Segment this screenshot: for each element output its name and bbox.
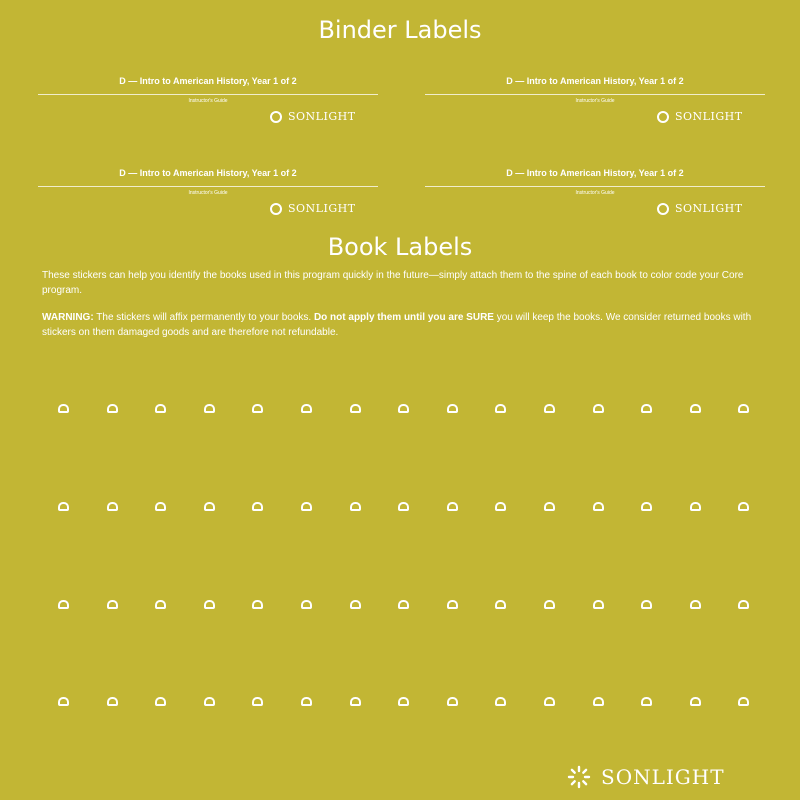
book-sticker-icon (398, 600, 409, 609)
book-sticker-icon (204, 404, 215, 413)
book-sticker-icon (204, 697, 215, 706)
book-sticker-icon (58, 502, 69, 511)
book-sticker-icon (350, 502, 361, 511)
book-sticker-icon (593, 502, 604, 511)
book-sticker-icon (447, 697, 458, 706)
book-sticker-icon (398, 404, 409, 413)
binder-label-divider (38, 186, 378, 187)
book-sticker-icon (447, 600, 458, 609)
book-sticker-icon (738, 697, 749, 706)
book-sticker-icon (301, 502, 312, 511)
footer-brand (567, 765, 725, 789)
book-sticker-icon (350, 697, 361, 706)
book-sticker-icon (544, 600, 555, 609)
book-sticker-icon (641, 502, 652, 511)
book-sticker-icon (350, 404, 361, 413)
binder-label-brand-text: SONLIGHT (675, 110, 743, 123)
book-sticker-icon (301, 697, 312, 706)
binder-label-course: D — Intro to American History, Year 1 of 2 (119, 76, 297, 86)
book-sticker-icon (641, 600, 652, 609)
book-sticker-icon (544, 404, 555, 413)
binder-label-brand-text: SONLIGHT (288, 202, 356, 215)
book-sticker-icon (252, 502, 263, 511)
book-sticker-icon (447, 404, 458, 413)
sun-icon (567, 765, 591, 789)
binder-label (38, 76, 378, 136)
book-sticker-icon (641, 697, 652, 706)
book-sticker-icon (690, 600, 701, 609)
sticker-row (0, 600, 800, 614)
binder-label-brand (657, 110, 743, 123)
binder-label-divider (425, 94, 765, 95)
book-sticker-icon (495, 697, 506, 706)
binder-label-brand-text: SONLIGHT (288, 110, 356, 123)
book-sticker-icon (690, 697, 701, 706)
book-sticker-icon (495, 502, 506, 511)
warning-text-1: The stickers will affix permanently to your books. (93, 312, 314, 323)
book-sticker-icon (58, 600, 69, 609)
book-sticker-icon (544, 502, 555, 511)
book-sticker-icon (495, 600, 506, 609)
binder-label-course: D — Intro to American History, Year 1 of 2 (506, 76, 684, 86)
book-sticker-icon (593, 697, 604, 706)
binder-label-guide: Instructor's Guide (188, 190, 228, 196)
binder-labels-title: Binder Labels (318, 16, 482, 44)
book-sticker-icon (738, 600, 749, 609)
book-sticker-icon (544, 697, 555, 706)
book-sticker-icon (447, 502, 458, 511)
book-sticker-icon (301, 600, 312, 609)
book-sticker-icon (641, 404, 652, 413)
book-sticker-icon (252, 600, 263, 609)
book-sticker-icon (350, 600, 361, 609)
book-sticker-icon (495, 404, 506, 413)
book-sticker-icon (738, 404, 749, 413)
book-sticker-icon (252, 697, 263, 706)
binder-label (425, 76, 765, 136)
footer-brand-text: SONLIGHT (601, 765, 725, 789)
book-sticker-icon (107, 697, 118, 706)
book-sticker-icon (398, 502, 409, 511)
binder-label-guide: Instructor's Guide (575, 98, 615, 104)
sonlight-logo-icon (657, 203, 669, 215)
book-sticker-icon (155, 404, 166, 413)
binder-label-guide: Instructor's Guide (188, 98, 228, 104)
book-sticker-icon (593, 600, 604, 609)
book-sticker-icon (593, 404, 604, 413)
book-labels-intro: These stickers can help you identify the books used in this program quickly in the future—simply attach them to the spine of each book to color code your Core program. (42, 270, 744, 296)
binder-label-brand (270, 202, 356, 215)
book-sticker-icon (398, 697, 409, 706)
book-sticker-icon (155, 502, 166, 511)
book-sticker-icon (301, 404, 312, 413)
book-sticker-icon (738, 502, 749, 511)
binder-label-brand-text: SONLIGHT (675, 202, 743, 215)
sonlight-logo-icon (270, 203, 282, 215)
book-sticker-icon (107, 404, 118, 413)
book-sticker-icon (155, 697, 166, 706)
binder-label-divider (38, 94, 378, 95)
book-sticker-icon (690, 404, 701, 413)
warning-label: WARNING: (42, 312, 94, 323)
binder-label-brand (657, 202, 743, 215)
book-sticker-icon (252, 404, 263, 413)
sonlight-logo-icon (270, 111, 282, 123)
binder-label-brand (270, 110, 356, 123)
sticker-row (0, 404, 800, 418)
binder-label-guide: Instructor's Guide (575, 190, 615, 196)
book-sticker-icon (690, 502, 701, 511)
book-sticker-icon (107, 502, 118, 511)
binder-label-divider (425, 186, 765, 187)
book-sticker-icon (204, 502, 215, 511)
book-sticker-icon (58, 697, 69, 706)
sticker-row (0, 697, 800, 711)
book-labels-title: Book Labels (327, 233, 473, 261)
book-sticker-icon (58, 404, 69, 413)
book-labels-warning (42, 310, 762, 340)
book-sticker-icon (155, 600, 166, 609)
binder-label-course: D — Intro to American History, Year 1 of 2 (506, 168, 684, 178)
warning-text-2: you will keep the books. We consider returned books with stickers on them damaged goods and are therefore not refundable. (42, 312, 752, 338)
warning-emphasis: Do not apply them until you are SURE (313, 312, 494, 323)
sonlight-logo-icon (657, 111, 669, 123)
book-sticker-icon (107, 600, 118, 609)
binder-label-course: D — Intro to American History, Year 1 of 2 (119, 168, 297, 178)
binder-label (38, 168, 378, 228)
book-sticker-icon (204, 600, 215, 609)
binder-label (425, 168, 765, 228)
sticker-row (0, 502, 800, 516)
